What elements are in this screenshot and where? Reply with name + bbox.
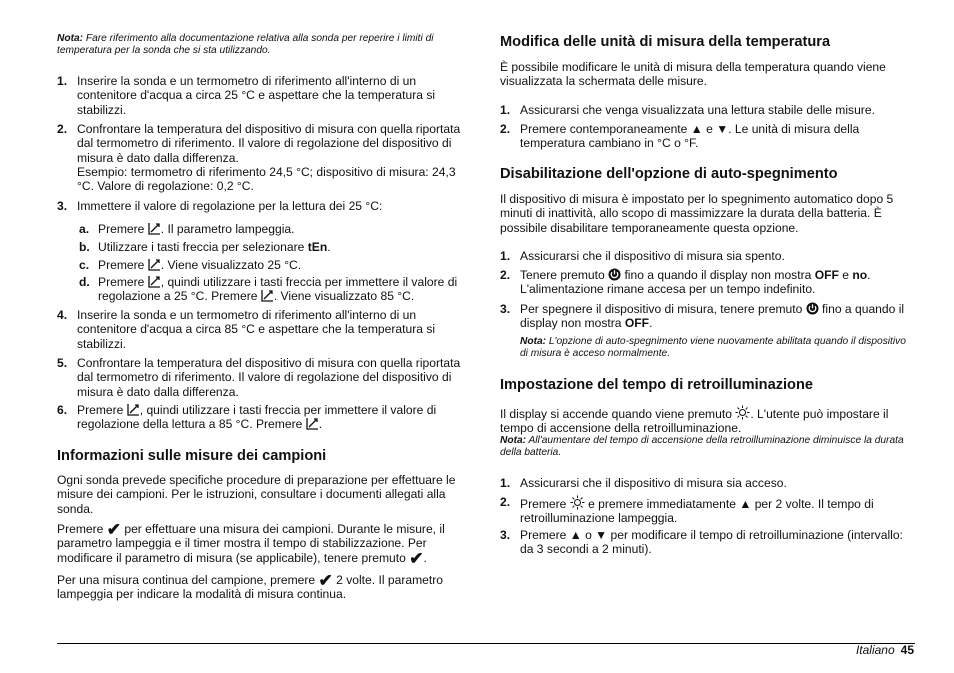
read-check-icon: ✔ bbox=[409, 548, 424, 568]
step-1: 1. Inserire la sonda e un termometro di riferimento all'interno di un contenitore d'acqua a circa 25 °C e aspettare che la temperatura si stabilizzi. bbox=[57, 74, 436, 117]
probe-note bbox=[57, 33, 469, 58]
calibrate-icon bbox=[148, 222, 161, 235]
backlight-step-3: 3. Premere ▲ o ▼ per modificare il tempo di retroilluminazione (intervallo: da 3 secondi a 2 minuti). bbox=[500, 528, 903, 557]
up-arrow-icon: ▲ bbox=[690, 122, 703, 136]
auto-shutoff-paragraph: Il dispositivo di misura è impostato per lo spegnimento automatico dopo 5 minuti di inattività, allo scopo di massimizzare la durata della batteria. È possibile disabilitare temporaneamente questa opzione. bbox=[500, 192, 894, 235]
temperature-units-paragraph: È possibile modificare le unità di misura della temperatura quando viene visualizzata la schermata delle misure. bbox=[500, 60, 886, 89]
read-check-icon: ✔ bbox=[106, 520, 121, 539]
backlight-icon bbox=[570, 495, 585, 510]
up-arrow-icon: ▲ bbox=[569, 528, 582, 542]
up-arrow-icon: ▲ bbox=[739, 497, 752, 511]
section-heading-backlight: Impostazione del tempo di retroilluminazione bbox=[500, 377, 813, 393]
backlight-note: Nota: All'aumentare del tempo di accensione della retroilluminazione diminuisce la durata della batteria. bbox=[500, 435, 904, 459]
backlight-step-1: 1. Assicurarsi che il dispositivo di misura sia acceso. bbox=[500, 476, 787, 490]
shutoff-step-2: 2. Tenere premuto fino a quando il display non mostra OFF e no. L'alimentazione rimane accesa per un tempo indefinito. bbox=[500, 268, 871, 297]
units-step-1: 1. Assicurarsi che venga visualizzata una lettura stabile delle misure. bbox=[500, 103, 875, 117]
read-check-icon: ✔ bbox=[318, 571, 333, 590]
sample-paragraph-1: Ogni sonda prevede specifiche procedure di preparazione per effettuare le misure dei campioni. Per le istruzioni, consultare i documenti allegati alla sonda. bbox=[57, 473, 456, 516]
note-text: Fare riferimento alla documentazione relativa alla sonda per reperire i limiti di temperatura per la sonda che si sta utilizzando. bbox=[57, 33, 434, 57]
down-arrow-icon: ▼ bbox=[595, 528, 608, 542]
calibrate-icon bbox=[127, 403, 140, 416]
page-footer bbox=[856, 643, 914, 657]
step-5: 5. Confrontare la temperatura del dispositivo di misura con quella riportata dal termometro di riferimento. Il valore di regolazione del dispositivo di misura è dato dalla differenza. bbox=[57, 356, 461, 399]
footer-rule bbox=[57, 643, 915, 644]
substep-b: b. Utilizzare i tasti freccia per selezionare tEn. bbox=[79, 240, 331, 254]
shutoff-step-1: 1. Assicurarsi che il dispositivo di misura sia spento. bbox=[500, 249, 785, 263]
shutoff-step-3: 3. Per spegnere il dispositivo di misura, tenere premuto fino a quando il display non mostra OFF. bbox=[500, 302, 905, 331]
sample-paragraph-2: Premere ✔ per effettuare una misura dei campioni. Durante le misure, il parametro lampeggia e il timer mostra il tempo di stabilizzazione. Per modificare il parametro di misura (se applicabile), tenere premuto ✔. bbox=[57, 520, 445, 568]
page-number: 45 bbox=[900, 643, 914, 657]
section-heading-sample-measurements: Informazioni sulle misure dei campioni bbox=[57, 448, 327, 464]
auto-shutoff-note: Nota: L'opzione di auto-spegnimento viene nuovamente abilitata quando il dispositivo di misura è acceso normalmente. bbox=[520, 336, 906, 360]
backlight-paragraph: Il display si accende quando viene premuto . L'utente può impostare il tempo di accensione della retroilluminazione. bbox=[500, 407, 889, 436]
step-2: 2. Confrontare la temperatura del dispositivo di misura con quella riportata dal termometro di riferimento. Il valore di regolazione del dispositivo di misura è dato dalla differenza. Esempio: termometro di riferimento 24,5 °C; dispositivo di misura: 24,3 °C. Valore di regolazione: 0,2 °C. bbox=[57, 122, 461, 194]
step-4: 4. Inserire la sonda e un termometro di riferimento all'interno di un contenitore d'acqua a circa 85 °C e aspettare che la temperatura si stabilizzi. bbox=[57, 308, 436, 351]
power-icon bbox=[806, 302, 819, 315]
calibrate-icon bbox=[306, 417, 319, 430]
sample-paragraph-3: Per una misura continua del campione, premere ✔ 2 volte. Il parametro lampeggia per indicare la modalità di misura continua. bbox=[57, 571, 443, 602]
section-heading-auto-shutoff: Disabilitazione dell'opzione di auto-spegnimento bbox=[500, 166, 838, 182]
footer-language: Italiano bbox=[855, 643, 895, 657]
substep-c: c. Premere . Viene visualizzato 25 °C. bbox=[79, 258, 302, 272]
step-6: 6. Premere , quindi utilizzare i tasti freccia per immettere il valore di regolazione della lettura a 85 °C. Premere . bbox=[57, 403, 437, 432]
backlight-step-2: 2. Premere e premere immediatamente ▲ per 2 volte. Il tempo di retroilluminazione lampeggia. bbox=[500, 495, 874, 526]
backlight-icon bbox=[735, 405, 750, 420]
down-arrow-icon: ▼ bbox=[716, 122, 729, 136]
calibrate-icon bbox=[148, 275, 161, 288]
note-label: Nota: bbox=[57, 33, 84, 44]
power-icon bbox=[608, 268, 621, 281]
substep-a: a. Premere . Il parametro lampeggia. bbox=[79, 222, 295, 236]
step-3: 3. Immettere il valore di regolazione per la lettura dei 25 °C: bbox=[57, 199, 383, 213]
calibrate-icon bbox=[261, 289, 274, 302]
section-heading-temperature-units: Modifica delle unità di misura della temperatura bbox=[500, 34, 831, 50]
calibrate-icon bbox=[148, 258, 161, 271]
substep-d: d. Premere , quindi utilizzare i tasti freccia per immettere il valore di regolazione a 25 °C. Premere . Viene visualizzato 85 °C. bbox=[79, 275, 458, 304]
units-step-2: 2. Premere contemporaneamente ▲ e ▼. Le unità di misura della temperatura cambiano in °C o °F. bbox=[500, 122, 860, 151]
